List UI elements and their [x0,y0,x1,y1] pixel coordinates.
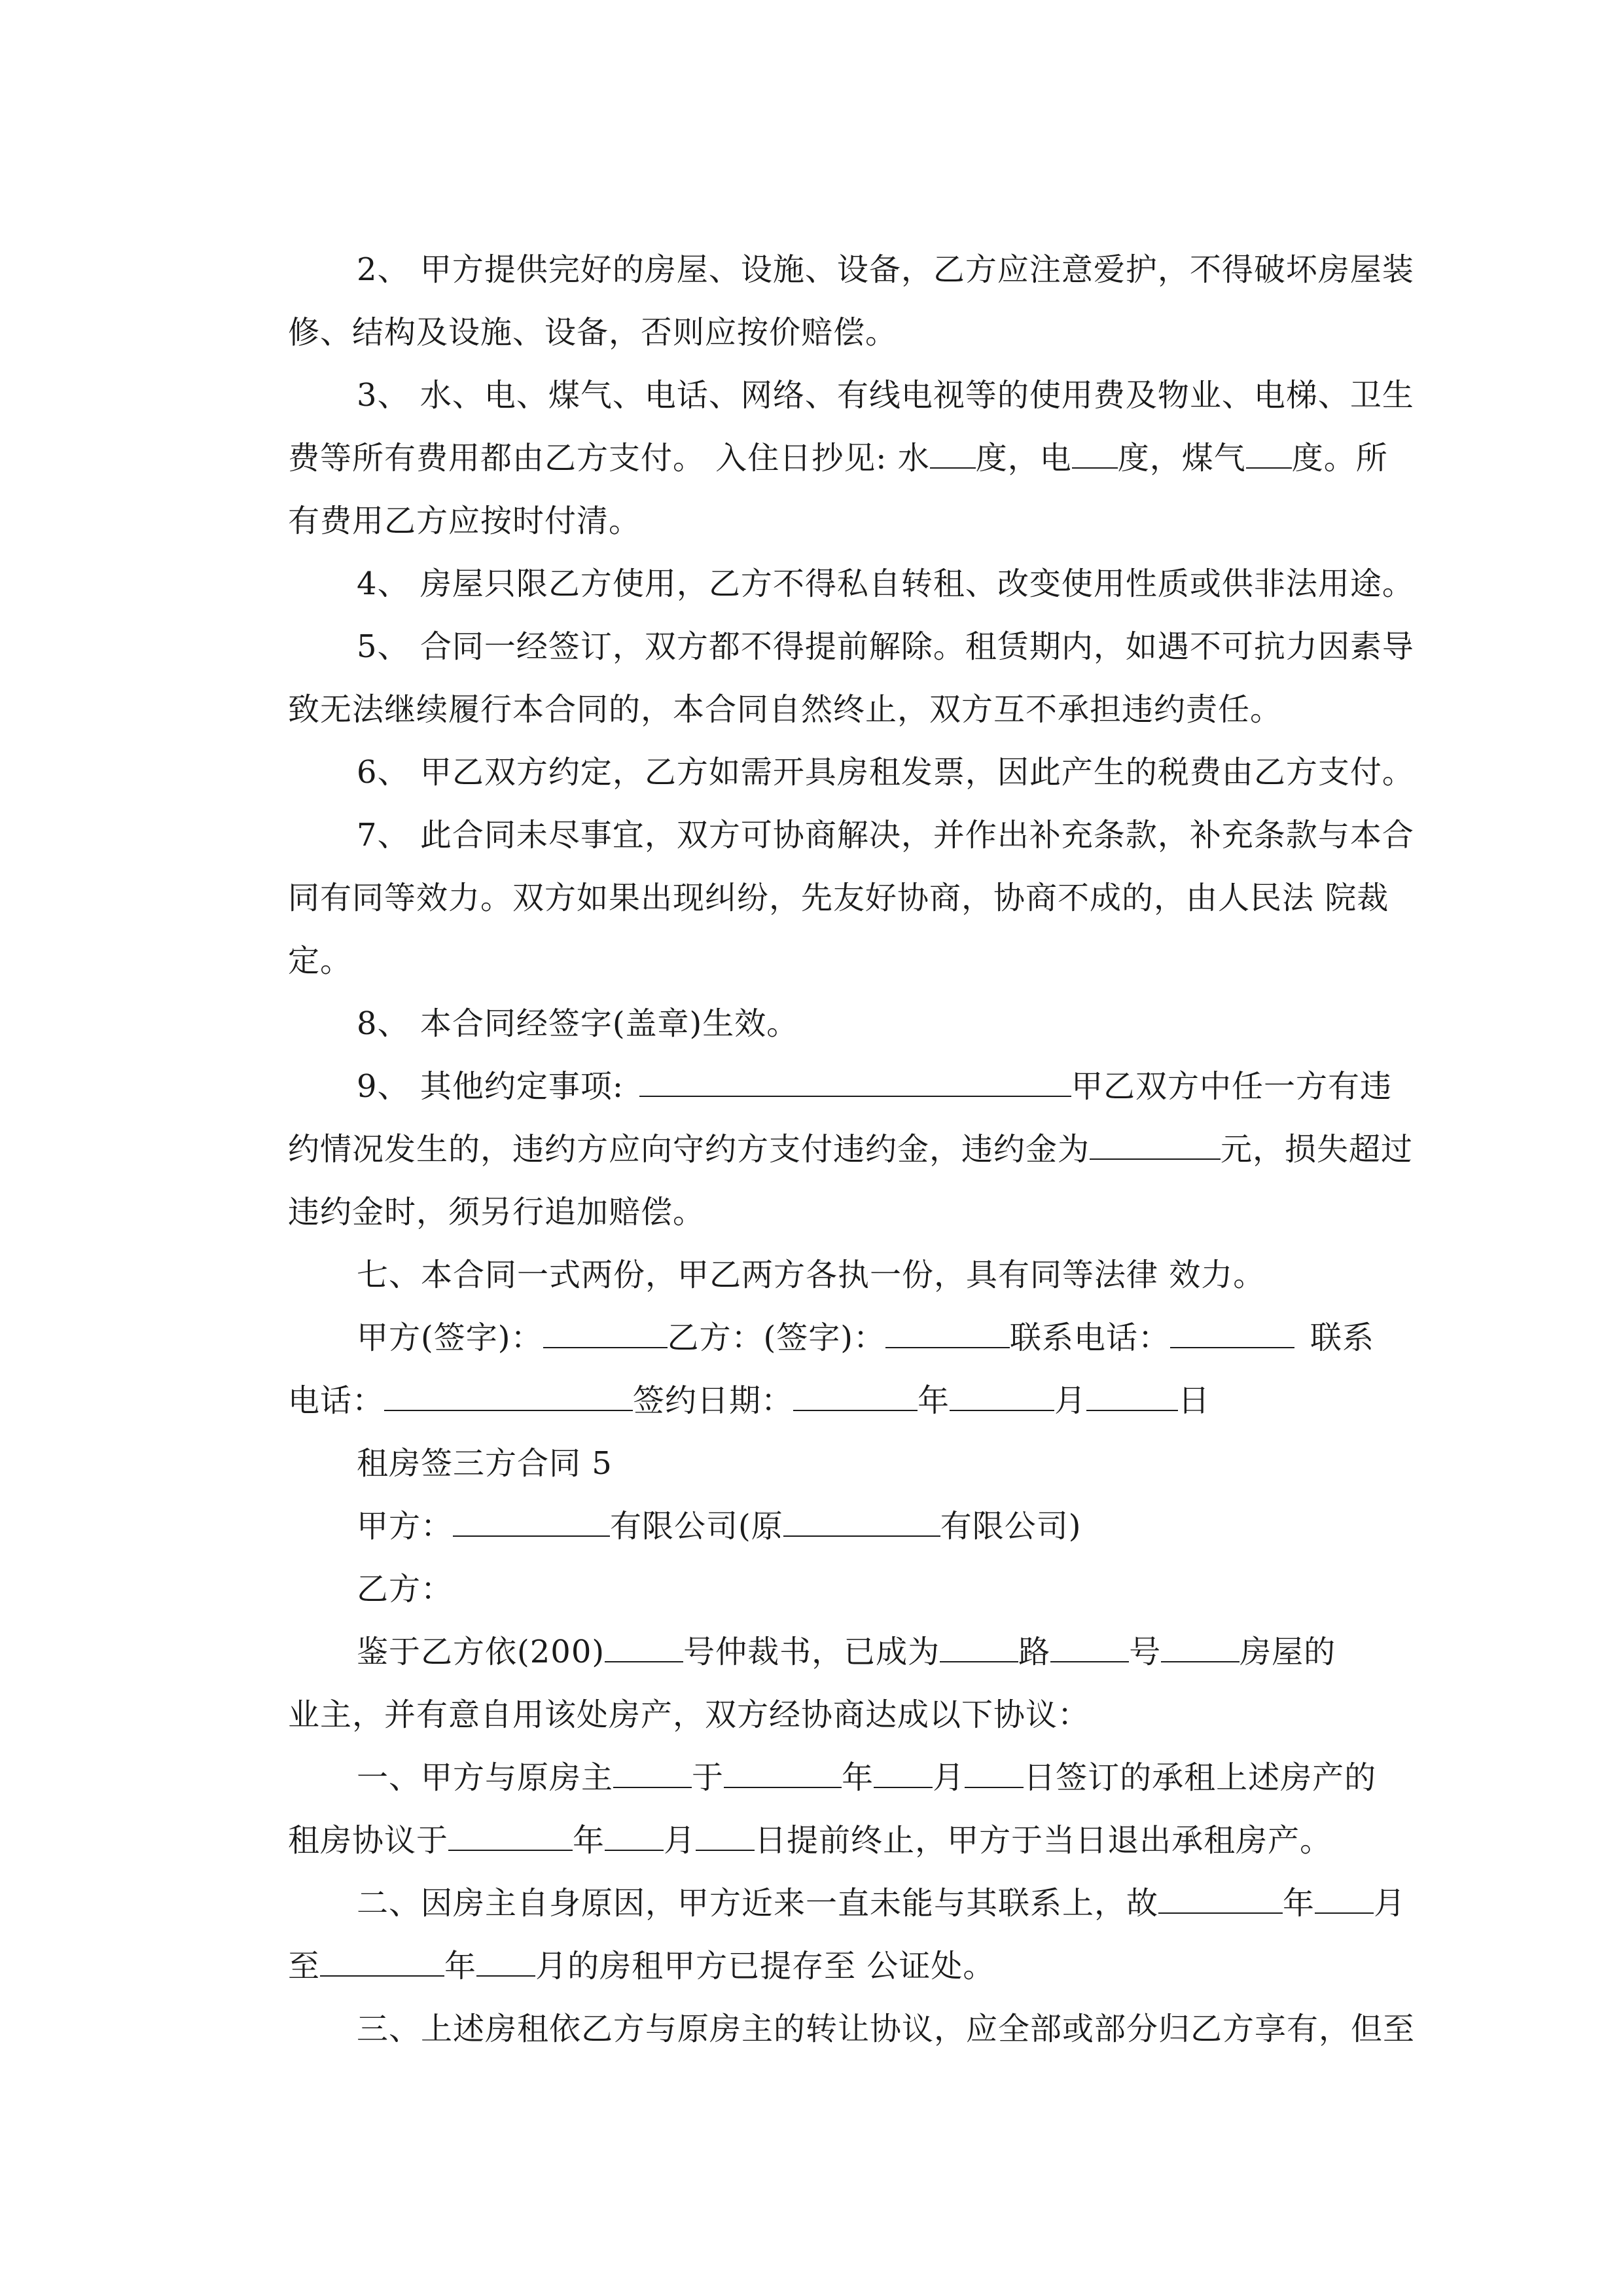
text: 5、 合同一经签订，双方都不得提前解除。租赁期内，如遇不可抗力因素导 [357,628,1414,665]
text: 元，损失超过 [1221,1131,1414,1168]
text: 乙方：(签字)： [667,1319,885,1356]
text: 日签订的承租上述房产的 [1024,1759,1377,1796]
text: 月 [664,1822,696,1859]
text: 度，电 [975,440,1072,476]
text: 一、甲方与原房主 [357,1759,614,1796]
text: 乙方： [357,1571,454,1607]
text: 三、上述房租依乙方与原房主的转让协议，应全部或部分归乙方享有，但至 [357,2011,1416,2047]
text: 路 [1018,1634,1051,1670]
text: 二、因房主自身原因，甲方近来一直未能与其联系上，故 [357,1885,1159,1922]
text: 租房协议于 [288,1822,449,1859]
text: 月的房租甲方已提存至 公证处。 [535,1948,995,1984]
text: 6、 甲乙双方约定，乙方如需开具房租发票，因此产生的税费由乙方支付。 [357,754,1414,791]
text: 房屋的 [1240,1634,1336,1670]
text: 日 [1178,1382,1211,1419]
text: 年 [842,1759,874,1796]
text: 9、 其他约定事项: [357,1068,624,1105]
text: 年 [444,1948,477,1984]
text: 2、 甲方提供完好的房屋、设施、设备，乙方应注意爱护，不得破坏房屋装 [357,251,1414,288]
text: 年 [573,1822,605,1859]
text: 日提前终止，甲方于当日退出承租房产。 [755,1822,1332,1859]
text: 鉴于乙方依(200) [357,1634,605,1670]
text: 约情况发生的，违约方应向守约方支付违约金，违约金为 [288,1131,1090,1168]
text: 月 [1374,1885,1406,1922]
text: 3、 水、电、煤气、电话、网络、有线电视等的使用费及物业、电梯、卫生 [357,377,1414,414]
text: 签约日期： [633,1382,794,1419]
text: 号仲裁书，已成为 [683,1634,940,1670]
text: 年 [918,1382,950,1419]
text: 电话： [288,1382,385,1419]
text: 甲方(签字)： [357,1319,543,1356]
text: 定。 [288,942,353,979]
text: 联系 [1310,1319,1374,1356]
text: 4、 房屋只限乙方使用，乙方不得私自转租、改变使用性质或供非法用途。 [357,565,1414,602]
text: 月 [933,1759,965,1796]
text: 度。所 [1291,440,1388,476]
text: 业主，并有意自用该处房产，双方经协商达成以下协议： [288,1696,1090,1733]
text: 年 [1283,1885,1315,1922]
text: 租房签三方合同 5 [357,1445,613,1482]
text: 七、本合同一式两份，甲乙两方各执一份，具有同等法律 效力。 [357,1257,1266,1293]
text: 号 [1129,1634,1162,1670]
text: 有限公司(原 [610,1508,783,1545]
text: 8、 本合同经签字(盖章)生效。 [357,1005,799,1042]
text: 7、 此合同未尽事宜，双方可协商解决，并作出补充条款，补充条款与本合 [357,817,1414,853]
text: 于 [692,1759,724,1796]
text: 违约金时，须另行追加赔偿。 [288,1194,705,1230]
text: 度，煤气 [1117,440,1246,476]
text: 同有同等效力。双方如果出现纠纷，先友好协商，协商不成的，由人民法 院裁 [288,880,1389,916]
text: 月 [1054,1382,1087,1419]
text: 费等所有费用都由乙方支付。 入住日抄见: 水 [288,440,930,476]
text: 有费用乙方应按时付清。 [288,503,641,539]
text: 甲乙双方中任一方有违 [1071,1068,1393,1105]
article-3-line-1 [314,1970,1466,2088]
text: 甲方： [357,1508,454,1545]
text: 致无法继续履行本合同的，本合同自然终止，双方互不承担违约责任。 [288,691,1283,728]
text: 至 [288,1948,321,1984]
text: 有限公司) [940,1508,1082,1545]
text: 联系电话： [1009,1319,1170,1356]
text: 修、结构及设施、设备，否则应按价赔偿。 [288,314,898,351]
